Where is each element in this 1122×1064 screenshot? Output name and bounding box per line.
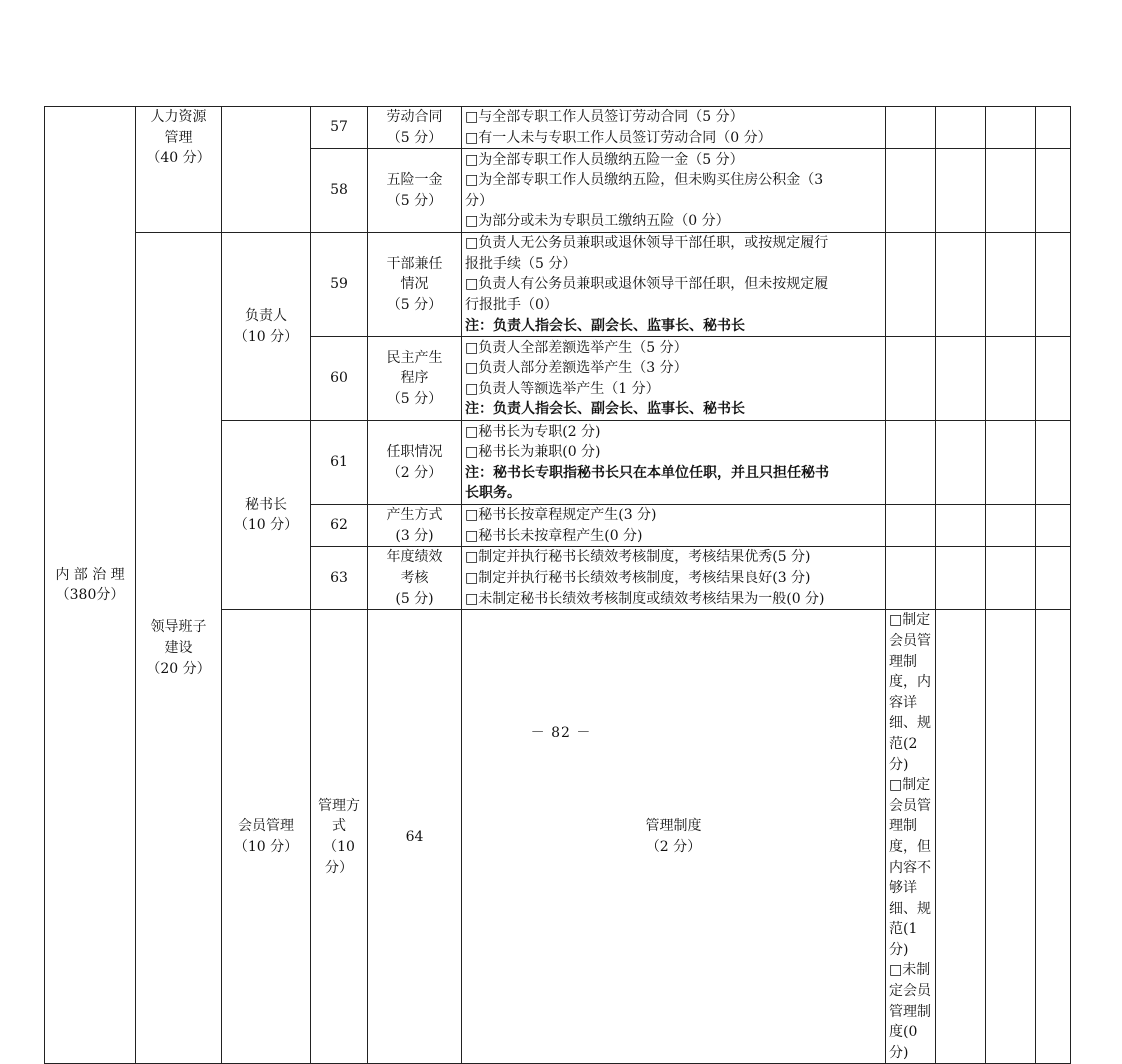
subcategory-management-method: 管理方式 （10 分） bbox=[311, 610, 368, 1064]
row-number: 62 bbox=[311, 505, 368, 547]
score-cell bbox=[886, 233, 936, 337]
note: 注：秘书长专职指秘书长只在本单位任职，并且只担任秘书 bbox=[465, 464, 829, 481]
score-cell bbox=[886, 149, 936, 233]
score-cell bbox=[936, 610, 986, 1064]
score-cell bbox=[936, 337, 986, 421]
category-human-resources: 人力资源 管理 （40 分） bbox=[136, 107, 222, 233]
scoring-options: □为全部专职工作人员缴纳五险一金（5 分） □为全部专职工作人员缴纳五险，但未购买住房公积金（3 分） □为部分或未为专职员工缴纳五险（0 分） bbox=[462, 149, 886, 233]
score-cell bbox=[936, 505, 986, 547]
score-cell bbox=[986, 421, 1036, 505]
row-number: 58 bbox=[311, 149, 368, 233]
row-number: 63 bbox=[311, 547, 368, 610]
score-cell bbox=[886, 421, 936, 505]
indicator-label: 民主产生 程序 （5 分） bbox=[368, 337, 462, 421]
scoring-options: □秘书长为专职(2 分) □秘书长为兼职(0 分) 注：秘书长专职指秘书长只在本单位任职，并且只担任秘书 长职务。 bbox=[462, 421, 886, 505]
note: 注：负责人指会长、副会长、监事长、秘书长 bbox=[465, 401, 745, 418]
score-cell bbox=[1036, 149, 1071, 233]
scoring-table bbox=[44, 106, 1071, 1064]
score-cell bbox=[1036, 107, 1071, 149]
score-cell bbox=[936, 421, 986, 505]
category-member-management: 会员管理 （10 分） bbox=[222, 610, 311, 1064]
score-cell bbox=[936, 107, 986, 149]
row-number: 61 bbox=[311, 421, 368, 505]
subcategory-responsible-person: 负责人 （10 分） bbox=[222, 233, 311, 421]
indicator-label: 五险一金 （5 分） bbox=[368, 149, 462, 233]
score-cell bbox=[986, 233, 1036, 337]
indicator-label: 产生方式 (3 分) bbox=[368, 505, 462, 547]
table-row bbox=[45, 233, 1071, 337]
indicator-label: 任职情况 （2 分） bbox=[368, 421, 462, 505]
note: 注：负责人指会长、副会长、监事长、秘书长 bbox=[465, 317, 745, 334]
scoring-options: □负责人全部差额选举产生（5 分） □负责人部分差额选举产生（3 分） □负责人等额选举产生（1 分） 注：负责人指会长、副会长、监事长、秘书长 bbox=[462, 337, 886, 421]
score-cell bbox=[1036, 610, 1071, 1064]
score-cell bbox=[986, 337, 1036, 421]
score-cell bbox=[986, 547, 1036, 610]
score-cell bbox=[986, 149, 1036, 233]
scoring-options: □制定会员管理制度，内容详细、规范(2 分) □制定会员管理制度，但内容不够详细、规范(1 分) □未制定会员管理制度(0 分) bbox=[886, 610, 936, 1064]
score-cell bbox=[1036, 547, 1071, 610]
row-number: 57 bbox=[311, 107, 368, 149]
score-cell bbox=[986, 505, 1036, 547]
score-cell bbox=[1036, 233, 1071, 337]
indicator-label: 年度绩效 考核 (5 分) bbox=[368, 547, 462, 610]
row-number: 60 bbox=[311, 337, 368, 421]
scoring-options: □与全部专职工作人员签订劳动合同（5 分） □有一人未与专职工作人员签订劳动合同（0 分） bbox=[462, 107, 886, 149]
indicator-label: 劳动合同 （5 分） bbox=[368, 107, 462, 149]
score-cell bbox=[886, 107, 936, 149]
scoring-options: □制定并执行秘书长绩效考核制度，考核结果优秀(5 分) □制定并执行秘书长绩效考核制度，考核结果良好(3 分) □未制定秘书长绩效考核制度或绩效考核结果为一般(0 分) bbox=[462, 547, 886, 610]
score-cell bbox=[1036, 505, 1071, 547]
score-cell bbox=[886, 505, 936, 547]
score-cell bbox=[886, 337, 936, 421]
table-row bbox=[45, 107, 1071, 149]
row-number: 64 bbox=[368, 610, 462, 1064]
subcategory-secretary-general: 秘书长 （10 分） bbox=[222, 421, 311, 610]
score-cell bbox=[986, 610, 1036, 1064]
score-cell bbox=[1036, 421, 1071, 505]
indicator-label: 干部兼任 情况 （5 分） bbox=[368, 233, 462, 337]
note: 长职务。 bbox=[465, 485, 521, 502]
score-cell bbox=[936, 547, 986, 610]
page-number: － 82 － bbox=[530, 725, 592, 741]
row-number: 59 bbox=[311, 233, 368, 337]
category-internal-governance: 内 部 治 理 （380分） bbox=[45, 107, 136, 1064]
empty-subcategory-cell bbox=[222, 107, 311, 233]
score-cell bbox=[986, 107, 1036, 149]
category-leadership: 领导班子 建设 （20 分） bbox=[136, 233, 222, 1064]
score-cell bbox=[936, 149, 986, 233]
score-cell bbox=[936, 233, 986, 337]
scoring-options: □负责人无公务员兼职或退休领导干部任职，或按规定履行 报批手续（5 分） □负责人有公务员兼职或退休领导干部任职，但未按规定履 行报批手（0） 注：负责人指会长、副会长、监事长、秘书长 bbox=[462, 233, 886, 337]
score-cell bbox=[1036, 337, 1071, 421]
indicator-label: 管理制度 （2 分） bbox=[462, 610, 886, 1064]
scoring-options: □秘书长按章程规定产生(3 分) □秘书长未按章程产生(0 分) bbox=[462, 505, 886, 547]
score-cell bbox=[886, 547, 936, 610]
